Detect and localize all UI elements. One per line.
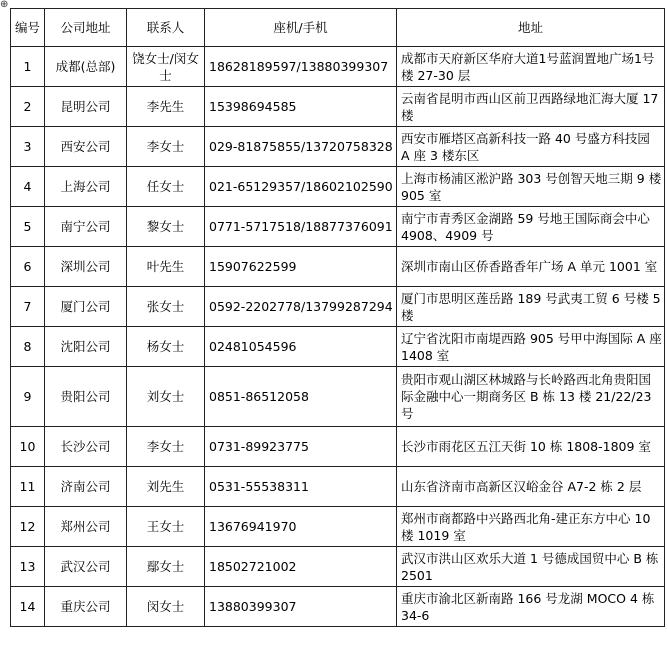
row-number: 12 <box>11 507 45 547</box>
row-number: 13 <box>11 547 45 587</box>
row-number: 1 <box>11 47 45 87</box>
company-name: 郑州公司 <box>45 507 127 547</box>
row-number: 2 <box>11 87 45 127</box>
row-number: 6 <box>11 247 45 287</box>
row-number: 4 <box>11 167 45 207</box>
table-row <box>11 247 665 287</box>
address: 郑州市商都路中兴路西北角-建正东方中心 10 楼 1019 室 <box>397 507 665 547</box>
company-name: 厦门公司 <box>45 287 127 327</box>
phone-number: 0531-55538311 <box>205 467 397 507</box>
address: 南宁市青秀区金湖路 59 号地王国际商会中心 4908、4909 号 <box>397 207 665 247</box>
contact-name: 李女士 <box>127 127 205 167</box>
header-phone: 座机/手机 <box>205 9 397 47</box>
phone-number: 18628189597/13880399307 <box>205 47 397 87</box>
table-row <box>11 467 665 507</box>
row-number: 10 <box>11 427 45 467</box>
company-name: 上海公司 <box>45 167 127 207</box>
header-address: 地址 <box>397 9 665 47</box>
address: 云南省昆明市西山区前卫西路绿地汇海大厦 17 楼 <box>397 87 665 127</box>
phone-number: 15907622599 <box>205 247 397 287</box>
company-name: 西安公司 <box>45 127 127 167</box>
table-row <box>11 127 665 167</box>
address: 武汉市洪山区欢乐大道 1 号德成国贸中心 B 栋 2501 <box>397 547 665 587</box>
row-number: 8 <box>11 327 45 367</box>
address: 长沙市雨花区五江天街 10 栋 1808-1809 室 <box>397 427 665 467</box>
table-row <box>11 327 665 367</box>
address: 山东省济南市高新区汉峪金谷 A7-2 栋 2 层 <box>397 467 665 507</box>
row-number: 9 <box>11 367 45 427</box>
contact-name: 李先生 <box>127 87 205 127</box>
header-company: 公司地址 <box>45 9 127 47</box>
table-row <box>11 367 665 427</box>
address: 成都市天府新区华府大道1号蓝润置地广场1号楼 27-30 层 <box>397 47 665 87</box>
phone-number: 0592-2202778/13799287294 <box>205 287 397 327</box>
phone-number: 0731-89923775 <box>205 427 397 467</box>
contact-name: 刘先生 <box>127 467 205 507</box>
company-name: 长沙公司 <box>45 427 127 467</box>
row-number: 5 <box>11 207 45 247</box>
contact-name: 饶女士/闵女士 <box>127 47 205 87</box>
table-row <box>11 87 665 127</box>
contact-name: 张女士 <box>127 287 205 327</box>
office-contact-table <box>10 8 665 627</box>
company-name: 沈阳公司 <box>45 327 127 367</box>
address: 贵阳市观山湖区林城路与长岭路西北角贵阳国际金融中心一期商务区 B 栋 13 楼 21/22/23 号 <box>397 367 665 427</box>
table-anchor-icon: ⊕ <box>0 0 9 10</box>
row-number: 11 <box>11 467 45 507</box>
phone-number: 02481054596 <box>205 327 397 367</box>
phone-number: 15398694585 <box>205 87 397 127</box>
contact-name: 李女士 <box>127 427 205 467</box>
contact-name: 刘女士 <box>127 367 205 427</box>
phone-number: 021-65129357/18602102590 <box>205 167 397 207</box>
contact-name: 叶先生 <box>127 247 205 287</box>
header-row <box>11 9 665 47</box>
header-no: 编号 <box>11 9 45 47</box>
table-row <box>11 207 665 247</box>
address: 厦门市思明区莲岳路 189 号武夷工贸 6 号楼 5 楼 <box>397 287 665 327</box>
phone-number: 13880399307 <box>205 587 397 627</box>
company-name: 昆明公司 <box>45 87 127 127</box>
phone-number: 029-81875855/13720758328 <box>205 127 397 167</box>
phone-number: 13676941970 <box>205 507 397 547</box>
address: 辽宁省沈阳市南堤西路 905 号甲中海国际 A 座 1408 室 <box>397 327 665 367</box>
address: 重庆市渝北区新南路 166 号龙湖 MOCO 4 栋 34-6 <box>397 587 665 627</box>
contact-name: 王女士 <box>127 507 205 547</box>
company-name: 南宁公司 <box>45 207 127 247</box>
company-name: 济南公司 <box>45 467 127 507</box>
company-name: 深圳公司 <box>45 247 127 287</box>
company-name: 武汉公司 <box>45 547 127 587</box>
address: 西安市雁塔区高新科技一路 40 号盛方科技园 A 座 3 楼东区 <box>397 127 665 167</box>
table-row <box>11 287 665 327</box>
address: 上海市杨浦区淞沪路 303 号创智天地三期 9 楼 905 室 <box>397 167 665 207</box>
table-row <box>11 587 665 627</box>
phone-number: 18502721002 <box>205 547 397 587</box>
company-name: 成都(总部) <box>45 47 127 87</box>
table-row <box>11 547 665 587</box>
contact-name: 闵女士 <box>127 587 205 627</box>
contact-name: 任女士 <box>127 167 205 207</box>
row-number: 14 <box>11 587 45 627</box>
phone-number: 0851-86512058 <box>205 367 397 427</box>
header-contact: 联系人 <box>127 9 205 47</box>
table-row <box>11 47 665 87</box>
table-row <box>11 167 665 207</box>
row-number: 7 <box>11 287 45 327</box>
row-number: 3 <box>11 127 45 167</box>
contact-name: 鄢女士 <box>127 547 205 587</box>
contact-name: 杨女士 <box>127 327 205 367</box>
contact-name: 黎女士 <box>127 207 205 247</box>
company-name: 贵阳公司 <box>45 367 127 427</box>
phone-number: 0771-5717518/18877376091 <box>205 207 397 247</box>
table-row <box>11 427 665 467</box>
address: 深圳市南山区侨香路香年广场 A 单元 1001 室 <box>397 247 665 287</box>
table-row <box>11 507 665 547</box>
company-name: 重庆公司 <box>45 587 127 627</box>
